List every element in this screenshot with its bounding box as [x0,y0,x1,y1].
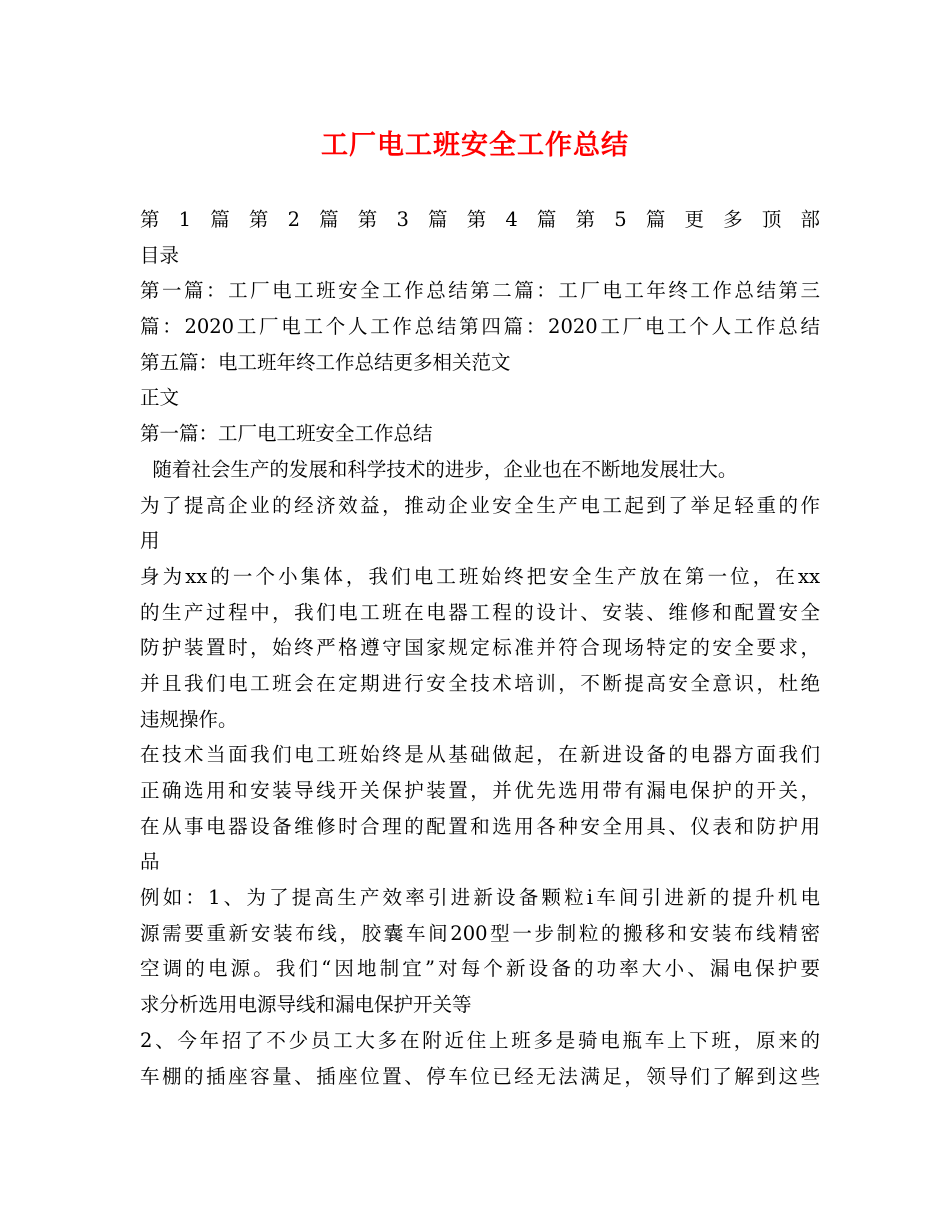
paragraph-line: 空调的电源。我们“因地制宜”对每个新设备的功率大小、漏电保护要 [140,957,820,981]
paragraph-line: 防护装置时，始终严格遵守国家规定标准并符合现场特定的安全要求， [140,636,820,660]
toc-line: 第五篇：电工班年终工作总结更多相关范文 [140,350,511,374]
paragraph-line: 违规操作。 [140,707,238,731]
document-body [140,202,820,1094]
paragraph-line: 为了提高企业的经济效益，推动企业安全生产电工起到了举足轻重的作 [140,493,820,517]
paragraph-line: 在技术当面我们电工班始终是从基础做起，在新进设备的电器方面我们 [140,743,820,767]
paragraph-line: 正确选用和安装导线开关保护装置，并优先选用带有漏电保护的开关， [140,779,820,802]
paragraph-line: 2、今年招了不少员工大多在附近住上班多是骑电瓶车上下班，原来的 [140,1028,820,1052]
toc-line: 篇：2020工厂电工个人工作总结第四篇：2020工厂电工个人工作总结 [140,315,820,339]
paragraph-line: 身为xx的一个小集体，我们电工班始终把安全生产放在第一位，在xx [140,564,820,588]
toc-line: 第一篇：工厂电工班安全工作总结第二篇：工厂电工年终工作总结第三 [140,279,820,303]
paragraph-line: 车棚的插座容量、插座位置、停车位已经无法满足，领导们了解到这些 [140,1064,820,1088]
paragraph-line: 求分析选用电源导线和漏电保护开关等 [140,993,472,1017]
paragraph-line: 品 [140,850,160,874]
document-title: 工厂电工班安全工作总结 [321,130,629,161]
section-heading-contents: 目录 [140,243,180,267]
article-heading: 第一篇：工厂电工班安全工作总结 [140,422,433,446]
paragraph-line: 源需要重新安装布线，胶囊车间200型一步制粒的搬移和安装布线精密 [140,921,820,945]
section-heading-body: 正文 [140,386,180,410]
paragraph-line: 在从事电器设备维修时合理的配置和选用各种安全用具、仪表和防护用 [140,814,820,838]
toc-nav-line: 第1篇第2篇第3篇第4篇第5篇更多顶部 [140,208,820,231]
paragraph-line: 例如：1、为了提高生产效率引进新设备颗粒i车间引进新的提升机电 [140,886,820,910]
paragraph-line: 用 [140,529,160,553]
paragraph-line: 并且我们电工班会在定期进行安全技术培训，不断提高安全意识，杜绝 [140,671,820,695]
paragraph-line: 的生产过程中，我们电工班在电器工程的设计、安装、维修和配置安全 [140,600,820,624]
paragraph-line: 随着社会生产的发展和科学技术的进步，企业也在不断地发展壮大。 [140,457,738,481]
